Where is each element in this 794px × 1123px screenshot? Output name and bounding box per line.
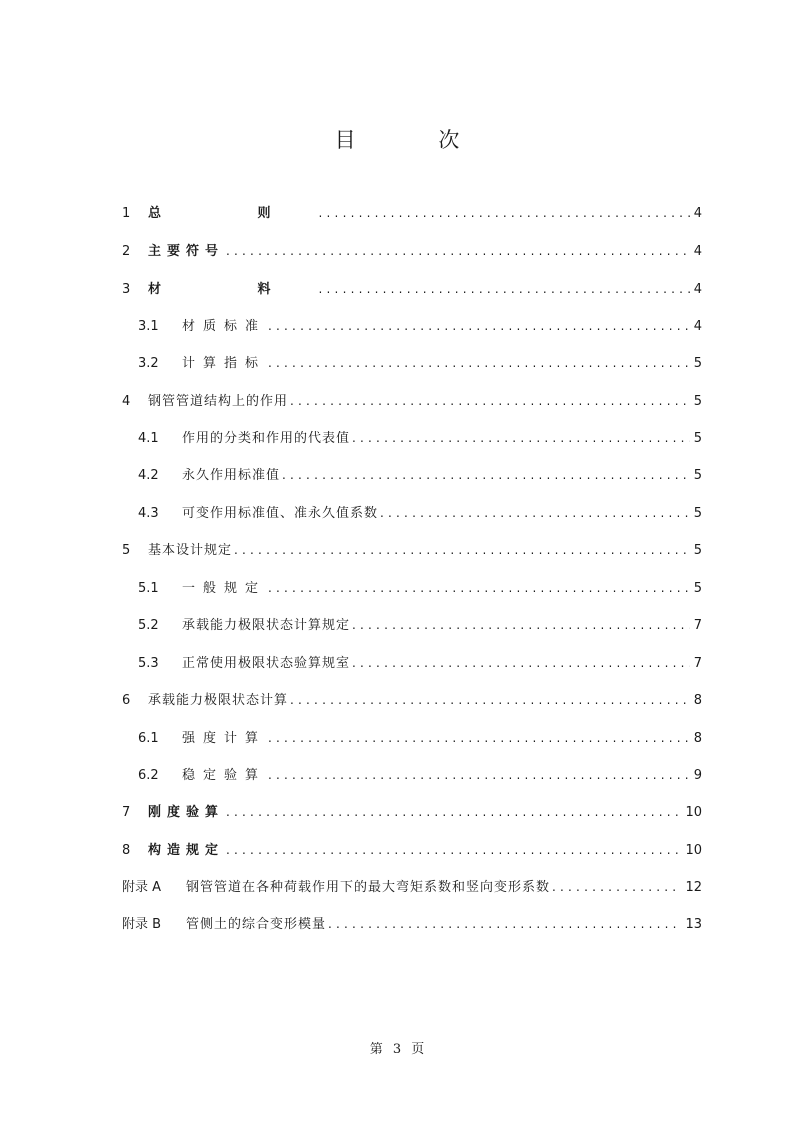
toc-entry-page: 5 [693, 468, 702, 483]
toc-entry[interactable] [138, 352, 702, 376]
toc-entry[interactable] [138, 502, 702, 526]
toc-entry-page: 5 [693, 394, 702, 409]
toc-entry[interactable] [138, 427, 702, 451]
toc-entry[interactable] [122, 278, 702, 302]
toc-entry-number: 附录 B [122, 917, 162, 932]
toc-entry-page: 9 [693, 768, 702, 783]
toc-entry-label: 可变作用标准值、准永久值系数 [182, 506, 379, 521]
toc-entry-label: 基本设计规定 [148, 543, 233, 558]
toc-entry-number: 4.3 [138, 506, 159, 521]
toc-entry-number: 6.2 [138, 768, 159, 783]
toc-entry-number: 7 [122, 805, 131, 820]
toc-leader-dots [319, 282, 690, 296]
toc-entry[interactable] [122, 539, 702, 563]
toc-entry-number: 3 [122, 282, 131, 297]
toc-entry[interactable] [122, 801, 702, 825]
toc-entry-number: 6.1 [138, 731, 159, 746]
toc-entry-label: 管侧土的综合变形模量 [186, 917, 327, 932]
toc-entry-page: 5 [693, 581, 702, 596]
toc-entry[interactable] [122, 689, 702, 713]
toc-entry-page: 10 [685, 843, 702, 858]
toc-leader-dots [234, 543, 690, 557]
toc-entry-page: 4 [693, 244, 702, 259]
toc-entry-label: 构造规定 [148, 843, 225, 858]
toc-entry-label: 承载能力极限状态计算规定 [182, 618, 351, 633]
toc-entry-page: 13 [685, 917, 702, 932]
toc-entry-label: 作用的分类和作用的代表值 [182, 431, 351, 446]
toc-entry-page: 5 [693, 356, 702, 371]
toc-entry[interactable] [138, 764, 702, 788]
toc-leader-dots [352, 656, 690, 670]
toc-entry-number: 2 [122, 244, 131, 259]
toc-entry[interactable] [138, 464, 702, 488]
toc-entry-label: 永久作用标准值 [182, 468, 281, 483]
toc-entry-page: 4 [693, 282, 702, 297]
toc-leader-dots [226, 244, 690, 258]
toc-entry-label: 总 则 [148, 206, 317, 221]
toc-entry-page: 4 [693, 319, 702, 334]
toc-entry-number: 6 [122, 693, 131, 708]
toc-leader-dots [268, 356, 690, 370]
toc-entry-label: 刚度验算 [148, 805, 225, 820]
toc-entry-page: 7 [693, 656, 702, 671]
toc-leader-dots [282, 468, 690, 482]
toc-entry-number: 4.1 [138, 431, 159, 446]
toc-entry-page: 8 [693, 731, 702, 746]
toc-entry-number: 3.2 [138, 356, 159, 371]
toc-entry[interactable] [138, 577, 702, 601]
toc-entry[interactable] [138, 315, 702, 339]
toc-entry[interactable] [122, 390, 702, 414]
toc-leader-dots [226, 805, 681, 819]
toc-leader-dots [290, 693, 690, 707]
toc-entry-label: 正常使用极限状态验算规室 [182, 656, 351, 671]
toc-entry-label: 承载能力极限状态计算 [148, 693, 289, 708]
toc-leader-dots [380, 506, 690, 520]
page-title: 目 次 [334, 128, 498, 152]
toc-leader-dots [328, 917, 681, 931]
toc-entry-number: 5.1 [138, 581, 159, 596]
toc-leader-dots [352, 618, 690, 632]
toc-leader-dots [319, 206, 690, 220]
toc-entry-label: 钢管管道在各种荷载作用下的最大弯矩系数和竖向变形系数 [186, 880, 551, 895]
toc-entry-number: 4.2 [138, 468, 159, 483]
toc-entry-number: 8 [122, 843, 131, 858]
toc-leader-dots [226, 843, 681, 857]
toc-entry-page: 8 [693, 693, 702, 708]
toc-entry-label: 稳定验算 [182, 768, 267, 783]
toc-entry-label: 材质标准 [182, 319, 267, 334]
toc-entry-label: 材 料 [148, 282, 317, 297]
toc-leader-dots [290, 394, 690, 408]
toc-entry-number: 附录 A [122, 880, 162, 895]
toc-entry-page: 10 [685, 805, 702, 820]
toc-entry-page: 5 [693, 431, 702, 446]
page-number-footer: 第 3 页 [369, 1042, 425, 1057]
toc-entry-label: 主要符号 [148, 244, 225, 259]
toc-appendix-entry[interactable] [122, 876, 702, 900]
toc-entry-number: 5 [122, 543, 131, 558]
toc-entry-number: 4 [122, 394, 131, 409]
toc-entry-label: 一般规定 [182, 581, 267, 596]
toc-leader-dots [268, 768, 690, 782]
toc-entry-label: 强度计算 [182, 731, 267, 746]
toc-entry[interactable] [138, 614, 702, 638]
toc-entry[interactable] [122, 240, 702, 264]
toc-leader-dots [352, 431, 690, 445]
toc-leader-dots [268, 319, 690, 333]
toc-entry-number: 3.1 [138, 319, 159, 334]
toc-entry-label: 计算指标 [182, 356, 267, 371]
toc-entry-page: 12 [685, 880, 702, 895]
toc-appendix-entry[interactable] [122, 913, 702, 937]
toc-entry-page: 5 [693, 543, 702, 558]
toc-entry-page: 4 [693, 206, 702, 221]
toc-entry[interactable] [122, 839, 702, 863]
toc-entry[interactable] [138, 727, 702, 751]
toc-entry[interactable] [122, 202, 702, 226]
toc-entry-page: 7 [693, 618, 702, 633]
toc-entry-number: 5.2 [138, 618, 159, 633]
toc-leader-dots [552, 880, 681, 894]
toc-entry[interactable] [138, 652, 702, 676]
toc-entry-label: 钢管管道结构上的作用 [148, 394, 289, 409]
toc-entry-number: 1 [122, 206, 131, 221]
toc-entry-number: 5.3 [138, 656, 159, 671]
toc-leader-dots [268, 581, 690, 595]
toc-entry-page: 5 [693, 506, 702, 521]
toc-leader-dots [268, 731, 690, 745]
